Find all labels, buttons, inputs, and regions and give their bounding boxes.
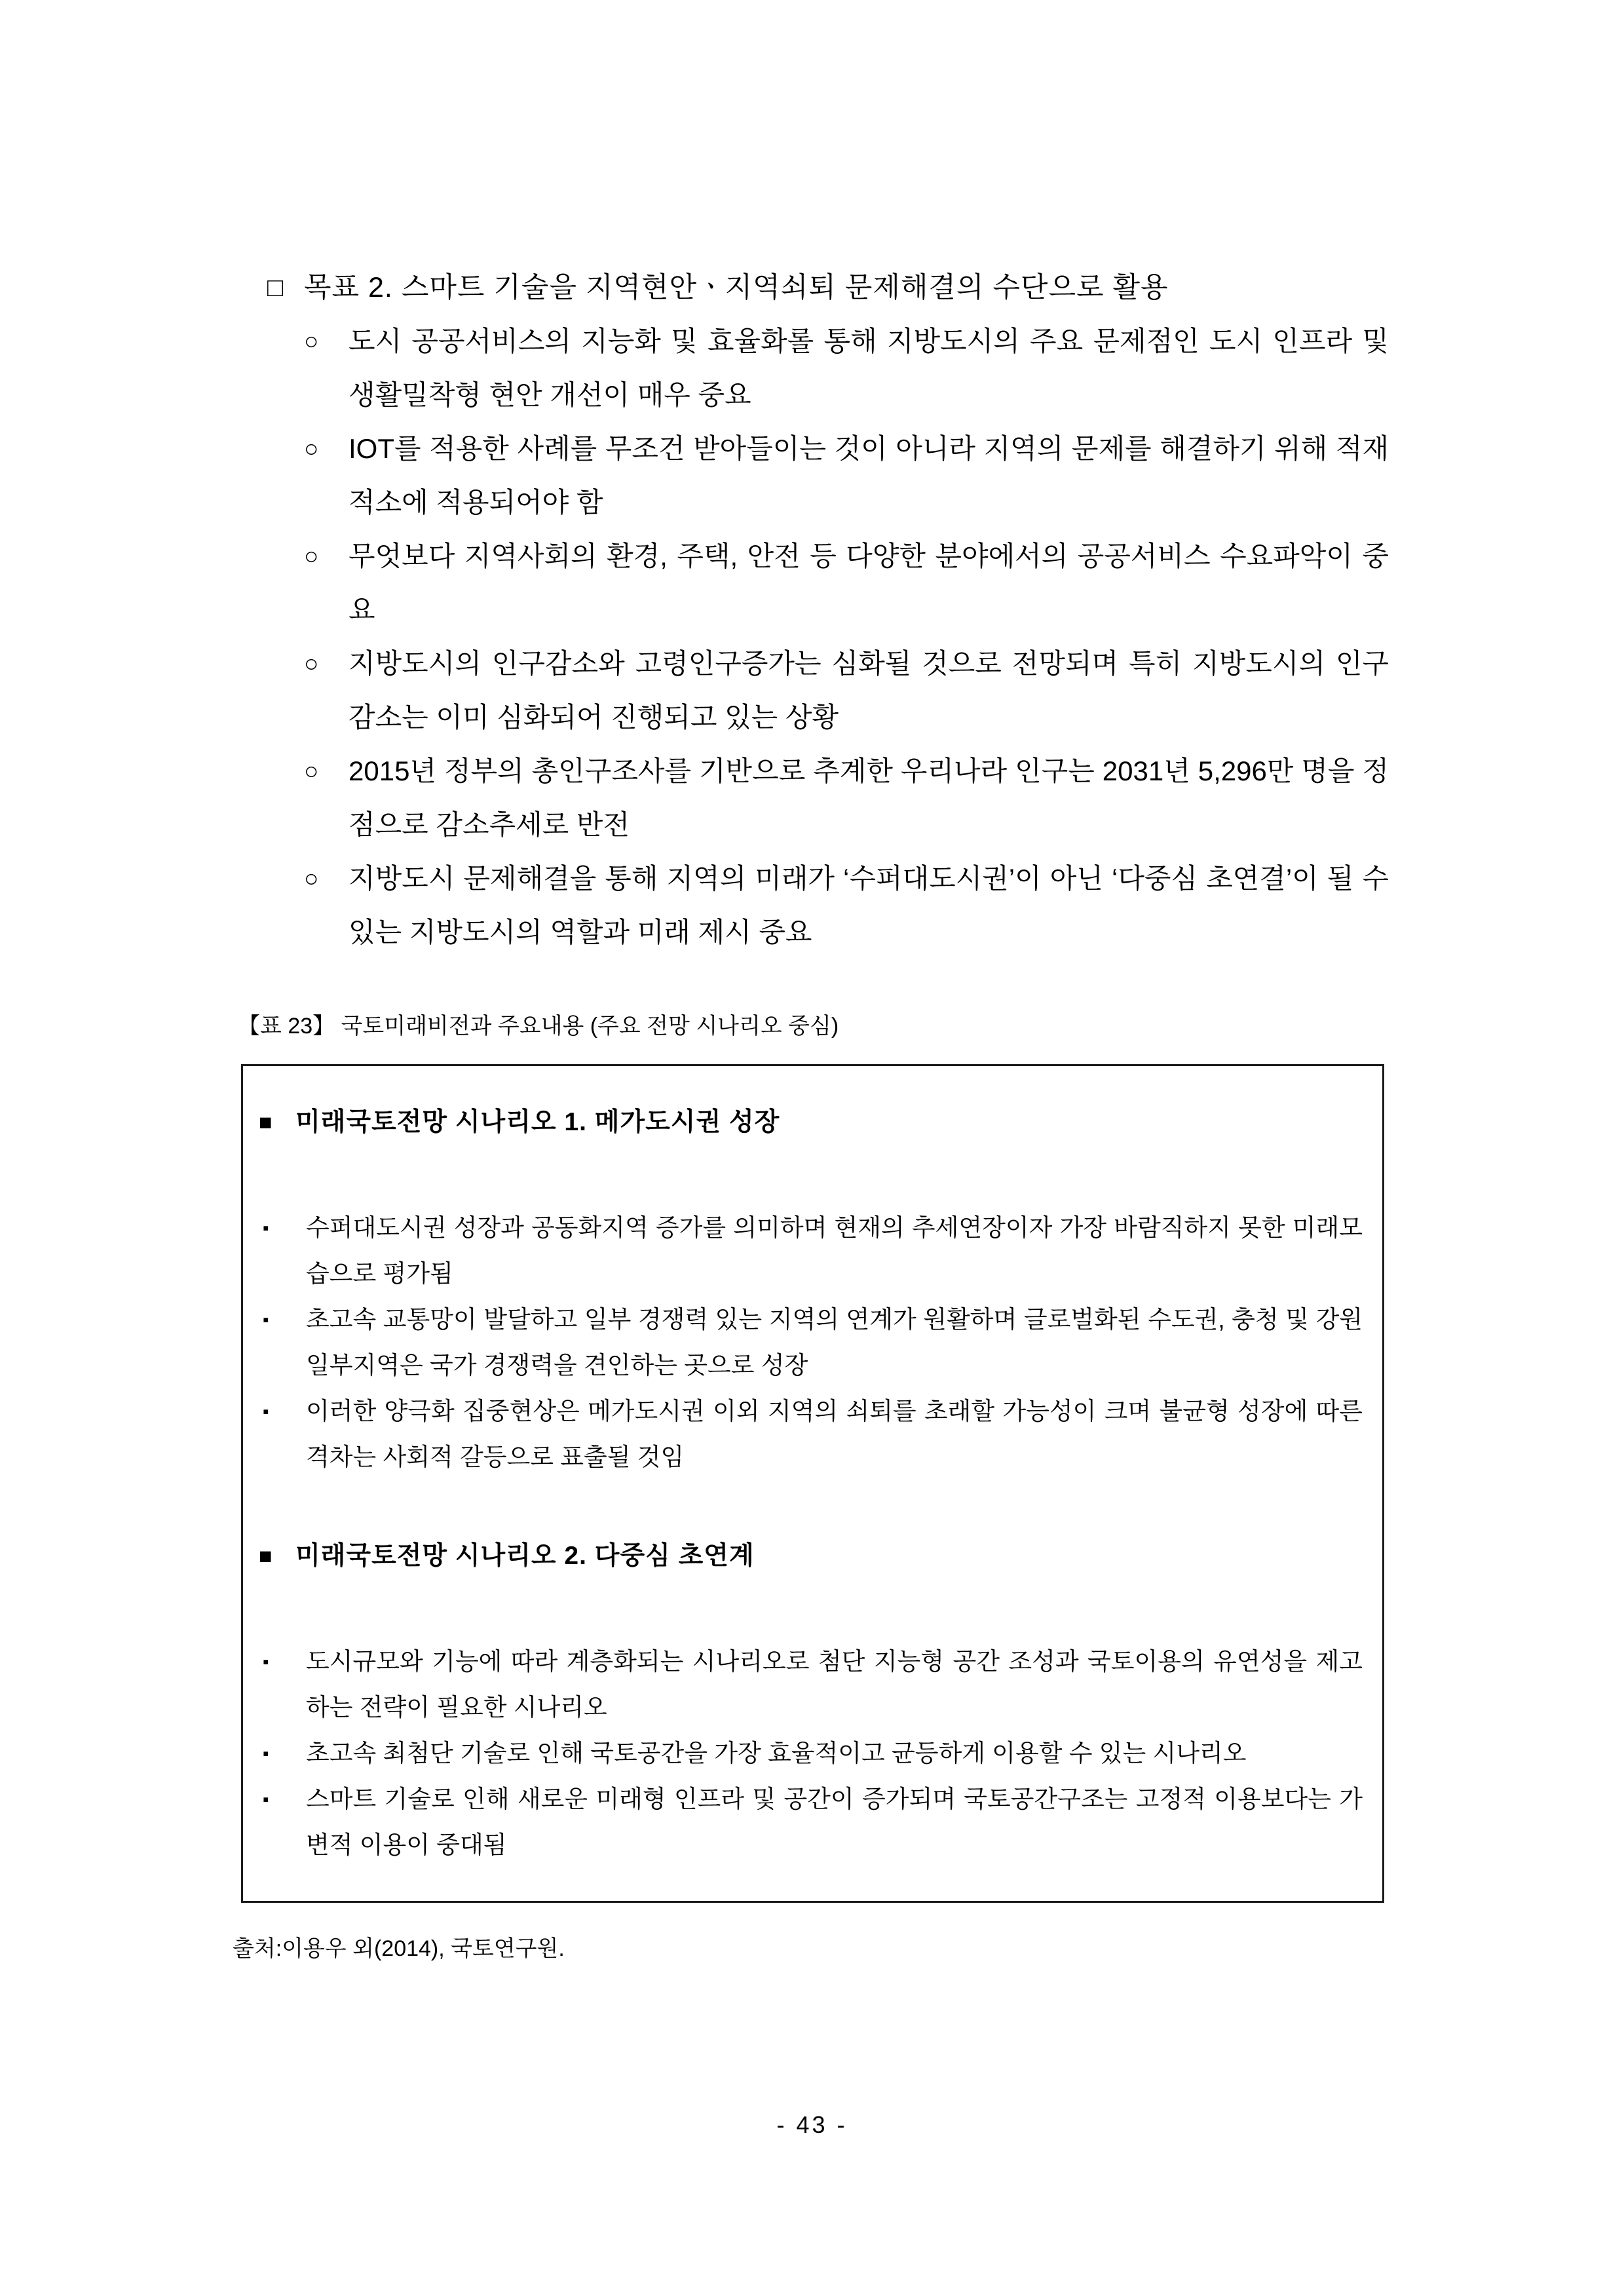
circle-bullet-icon: ○: [304, 865, 319, 892]
filled-square-bullet-icon: ■: [259, 1544, 273, 1569]
small-square-bullet-icon: ▪: [263, 1789, 269, 1809]
table-list-item: [259, 1776, 1363, 1868]
table-list-item: [259, 1388, 1363, 1480]
table-list-item-text: 초고속 교통망이 발달하고 일부 경쟁력 있는 지역의 연계가 원활하며 글로벌화된 수도권, 충청 및 강원 일부지역은 국가 경쟁력을 견인하는 곳으로 성장: [306, 1306, 1363, 1379]
list-item: [304, 422, 1389, 529]
circle-bullet-icon: ○: [304, 435, 319, 462]
table-list-item: [259, 1731, 1363, 1776]
page-number: - 43 -: [776, 2111, 848, 2138]
table-list-item-text: 도시규모와 기능에 따라 계층화되는 시나리오로 첨단 지능형 공간 조성과 국토이용의 유연성을 제고하는 전략이 필요한 시나리오: [306, 1648, 1363, 1721]
small-square-bullet-icon: ▪: [263, 1218, 269, 1238]
table-list-item-text: 이러한 양극화 집중현상은 메가도시권 이외 지역의 쇠퇴를 초래할 가능성이 크며 불균형 성장에 따른 격차는 사회적 갈등으로 표출될 것임: [306, 1398, 1363, 1470]
table-section-header: [259, 1103, 1363, 1142]
list-item-text: 무엇보다 지역사회의 환경, 주택, 안전 등 다양한 분야에서의 공공서비스 수요파악이 중요: [349, 541, 1389, 625]
small-square-bullet-icon: ▪: [263, 1402, 269, 1421]
list-item-text: 지방도시 문제해결을 통해 지역의 미래가 ‘수퍼대도시권’이 아닌 ‘다중심 초연결’이 될 수 있는 지방도시의 역할과 미래 제시 중요: [349, 863, 1389, 947]
table-section-header: [259, 1537, 1363, 1576]
table-list-item-text: 초고속 최첨단 기술로 인해 국토공간을 가장 효율적이고 균등하게 이용할 수 있는 시나리오: [306, 1740, 1247, 1767]
list-item-text: 지방도시의 인구감소와 고령인구증가는 심화될 것으로 전망되며 특히 지방도시의 인구감소는 이미 심화되어 진행되고 있는 상황: [349, 648, 1389, 733]
small-square-bullet-icon: ▪: [263, 1744, 269, 1763]
list-item: [304, 637, 1389, 744]
table-list-item: [259, 1639, 1363, 1731]
small-square-bullet-icon: ▪: [263, 1310, 269, 1330]
table-list-item-text: 스마트 기술로 인해 새로운 미래형 인프라 및 공간이 증가되며 국토공간구조는 고정적 이용보다는 가변적 이용이 중대됨: [306, 1786, 1363, 1858]
list-item: [304, 315, 1389, 422]
table-section-title: 미래국토전망 시나리오 1. 메가도시권 성장: [295, 1108, 780, 1136]
list-item-text: IOT를 적용한 사례를 무조건 받아들이는 것이 아니라 지역의 문제를 해결하기 위해 적재적소에 적용되어야 함: [349, 433, 1389, 518]
filled-square-bullet-icon: ■: [259, 1110, 273, 1135]
list-item: [304, 852, 1389, 959]
table-box: [241, 1064, 1384, 1903]
circle-bullet-icon: ○: [304, 650, 319, 677]
table-list-item: [259, 1205, 1363, 1297]
circle-bullet-icon: ○: [304, 757, 319, 784]
small-square-bullet-icon: ▪: [263, 1652, 269, 1672]
circle-bullet-icon: ○: [304, 543, 319, 569]
section-heading: [267, 261, 1388, 315]
list-item-text: 2015년 정부의 총인구조사를 기반으로 추계한 우리나라 인구는 2031년 5,296만 명을 정점으로 감소추세로 반전: [349, 756, 1389, 840]
list-item: [304, 744, 1389, 852]
square-outline-bullet-icon: □: [267, 273, 284, 302]
source-note: 출처:이용우 외(2014), 국토연구원.: [233, 1936, 565, 1961]
section-heading-text: 목표 2. 스마트 기술을 지역현안ㆍ지역쇠퇴 문제해결의 수단으로 활용: [304, 272, 1169, 303]
circle-bullet-icon: ○: [304, 328, 319, 354]
table-list-item-text: 수퍼대도시권 성장과 공동화지역 증가를 의미하며 현재의 추세연장이자 가장 바람직하지 못한 미래모습으로 평가됨: [306, 1214, 1363, 1287]
table-section-title: 미래국토전망 시나리오 2. 다중심 초연계: [295, 1542, 755, 1570]
table-caption: 【표 23】 국토미래비전과 주요내용 (주요 전망 시나리오 중심): [238, 1014, 839, 1039]
table-list-item: [259, 1297, 1363, 1388]
list-item-text: 도시 공공서비스의 지능화 및 효율화롤 통해 지방도시의 주요 문제점인 도시 인프라 및 생활밀착형 현안 개선이 매우 중요: [349, 326, 1389, 410]
list-item: [304, 529, 1389, 637]
bullet-list: [304, 315, 1389, 959]
